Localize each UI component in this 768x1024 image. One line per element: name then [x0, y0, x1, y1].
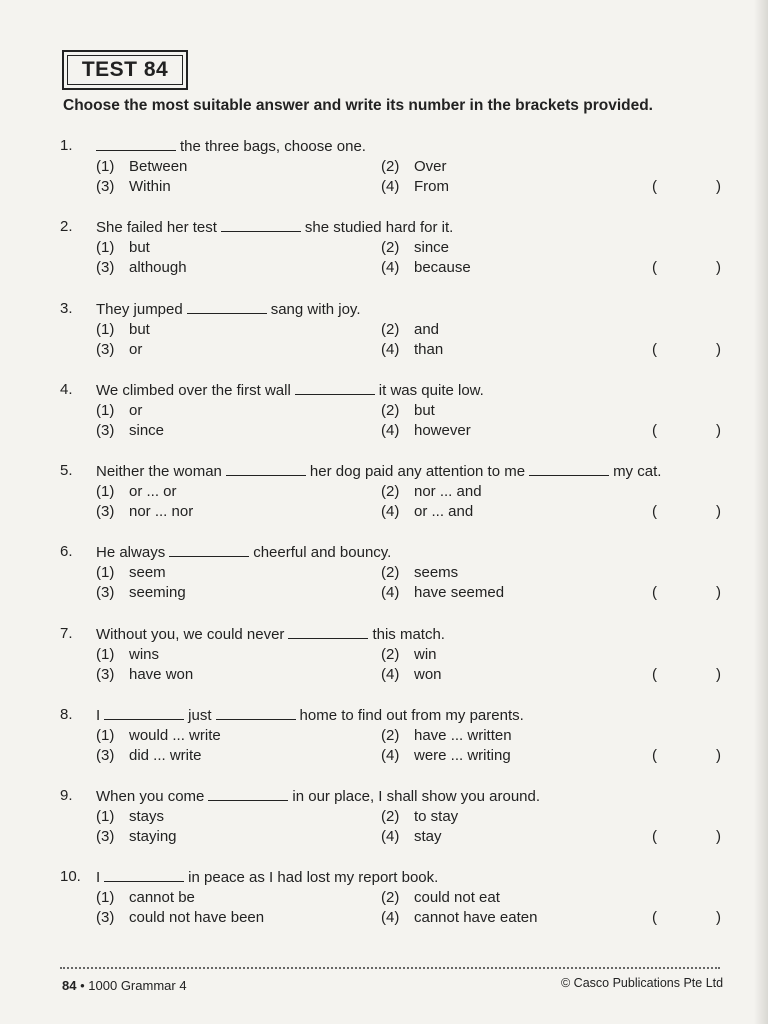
answer-bracket-close: ) [716, 828, 721, 845]
option-3: (3) or [96, 341, 143, 358]
answer-bracket-open: ( [652, 259, 657, 276]
answer-blank [208, 787, 288, 801]
question-number: 10. [60, 868, 81, 885]
question-stem: I in peace as I had lost my report book. [96, 869, 439, 886]
option-4: (4) or ... and [381, 503, 474, 520]
question-stem: the three bags, choose one. [96, 137, 366, 155]
question-number: 2. [60, 218, 73, 235]
option-3: (3) since [96, 422, 165, 439]
option-1: (1) would ... write [96, 727, 221, 744]
option-3: (3) staying [96, 828, 177, 845]
question-number: 8. [60, 706, 73, 723]
option-4: (4) than [381, 341, 444, 358]
question-stem: He always cheerful and bouncy. [96, 544, 392, 561]
answer-bracket-open: ( [652, 909, 657, 926]
option-2: (2) since [381, 239, 450, 256]
answer-bracket-close: ) [716, 747, 721, 764]
footer-dotted-rule [60, 967, 720, 969]
answer-blank [226, 462, 306, 476]
test-title-box [62, 50, 188, 90]
question-stem: She failed her test she studied hard for it. [96, 219, 454, 236]
answer-blank [216, 706, 296, 720]
question-number: 5. [60, 462, 73, 479]
option-2: (2) but [381, 402, 435, 419]
option-1: (1) cannot be [96, 889, 195, 906]
answer-bracket-open: ( [652, 341, 657, 358]
question-number: 4. [60, 381, 73, 398]
answer-blank [104, 706, 184, 720]
option-3: (3) nor ... nor [96, 503, 194, 520]
option-1: (1) but [96, 239, 150, 256]
page-number: 84 [62, 978, 77, 993]
answer-bracket-open: ( [652, 503, 657, 520]
answer-blank [104, 868, 184, 882]
answer-bracket-close: ) [716, 341, 721, 358]
footer-page-label [62, 978, 187, 993]
option-1: (1) stays [96, 808, 165, 825]
question-2 [0, 218, 768, 298]
question-stem: Neither the woman her dog paid any attention to me my cat. [96, 463, 662, 480]
answer-bracket-close: ) [716, 584, 721, 601]
answer-blank [187, 300, 267, 314]
option-1: (1) seem [96, 564, 166, 581]
answer-bracket-close: ) [716, 178, 721, 195]
option-1: (1) Between [96, 158, 188, 175]
option-1: (1) wins [96, 646, 160, 663]
option-2: (2) Over [381, 158, 447, 175]
answer-blank [529, 462, 609, 476]
option-2: (2) have ... written [381, 727, 512, 744]
answer-blank [288, 625, 368, 639]
question-5 [0, 462, 768, 542]
question-number: 6. [60, 543, 73, 560]
option-3: (3) seeming [96, 584, 186, 601]
option-1: (1) but [96, 321, 150, 338]
copyright-notice: © Casco Publications Pte Ltd [561, 976, 724, 990]
answer-bracket-open: ( [652, 584, 657, 601]
question-4 [0, 381, 768, 461]
answer-bracket-open: ( [652, 178, 657, 195]
answer-blank [221, 218, 301, 232]
option-3: (3) although [96, 259, 187, 276]
option-3: (3) did ... write [96, 747, 202, 764]
question-number: 1. [60, 137, 73, 154]
question-6 [0, 543, 768, 623]
option-4: (4) From [381, 178, 449, 195]
option-4: (4) were ... writing [381, 747, 511, 764]
question-stem: When you come in our place, I shall show you around. [96, 788, 541, 805]
question-3 [0, 300, 768, 380]
option-2: (2) to stay [381, 808, 459, 825]
option-4: (4) have seemed [381, 584, 505, 601]
answer-bracket-close: ) [716, 666, 721, 683]
question-7 [0, 625, 768, 705]
question-number: 7. [60, 625, 73, 642]
question-1 [0, 137, 768, 217]
option-2: (2) seems [381, 564, 459, 581]
option-2: (2) could not eat [381, 889, 500, 906]
option-4: (4) however [381, 422, 471, 439]
question-10 [0, 868, 768, 948]
question-9 [0, 787, 768, 867]
answer-bracket-open: ( [652, 747, 657, 764]
option-4: (4) because [381, 259, 471, 276]
question-number: 9. [60, 787, 73, 804]
option-3: (3) Within [96, 178, 171, 195]
option-1: (1) or ... or [96, 483, 177, 500]
option-3: (3) could not have been [96, 909, 265, 926]
answer-bracket-open: ( [652, 422, 657, 439]
answer-bracket-close: ) [716, 259, 721, 276]
question-stem: They jumped sang with joy. [96, 301, 361, 318]
question-stem: We climbed over the first wall it was quite low. [96, 382, 484, 399]
option-3: (3) have won [96, 666, 194, 683]
option-2: (2) and [381, 321, 440, 338]
option-4: (4) stay [381, 828, 442, 845]
answer-blank [169, 543, 249, 557]
answer-bracket-close: ) [716, 422, 721, 439]
option-1: (1) or [96, 402, 143, 419]
question-stem: Without you, we could never this match. [96, 626, 445, 643]
answer-bracket-close: ) [716, 503, 721, 520]
answer-bracket-open: ( [652, 828, 657, 845]
question-number: 3. [60, 300, 73, 317]
test-title: TEST 84 [67, 55, 183, 85]
question-8 [0, 706, 768, 786]
instruction-text: Choose the most suitable answer and write its number in the brackets provided. [63, 97, 653, 114]
option-2: (2) win [381, 646, 437, 663]
answer-blank [96, 137, 176, 151]
option-4: (4) won [381, 666, 442, 683]
footer-bullet: • [80, 978, 85, 993]
answer-bracket-open: ( [652, 666, 657, 683]
answer-bracket-close: ) [716, 909, 721, 926]
option-4: (4) cannot have eaten [381, 909, 538, 926]
option-2: (2) nor ... and [381, 483, 482, 500]
answer-blank [295, 381, 375, 395]
book-title: 1000 Grammar 4 [88, 978, 187, 993]
question-stem: I just home to find out from my parents. [96, 707, 524, 724]
